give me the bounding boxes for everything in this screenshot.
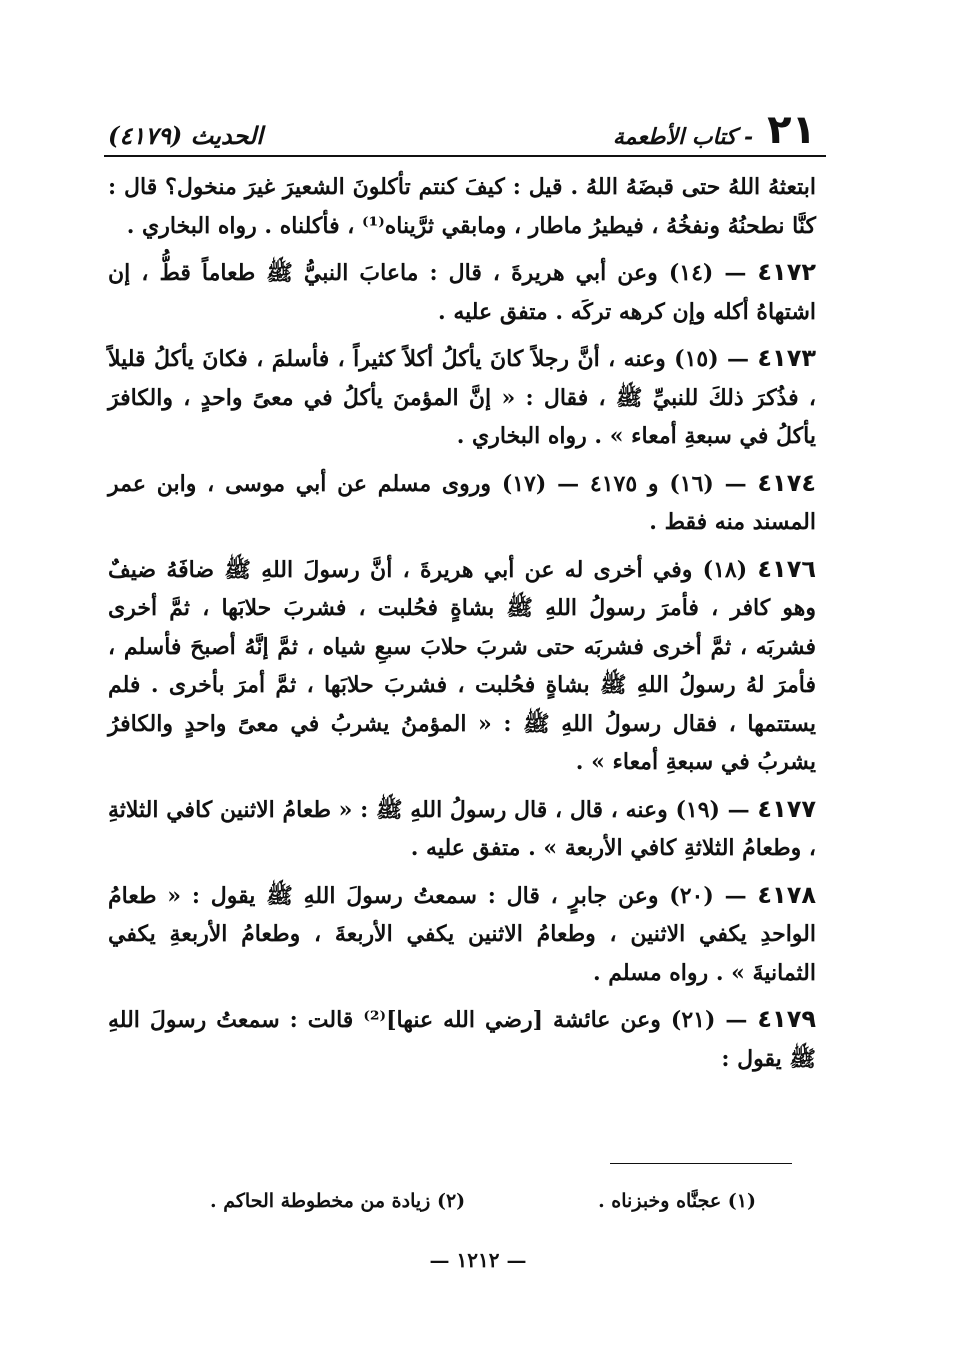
hadith-number: ٤١٧٩ [757,1005,816,1033]
hadith-paragraph [108,790,816,868]
main-text [108,168,816,1086]
hadith-paragraph [108,1000,816,1078]
hadith-paragraph [108,339,816,456]
header-rule [104,155,826,157]
hadith-number: ٤١٧٦ [757,554,816,583]
paragraph-text: — (٢٠) وعن جابرٍ ، قال : سمعتُ رسولَ اللهِ ﷺ يقول : « طعامُ الواحدِ يكفي الاثنين ، وطعامُ الاثنين يكفي الأربعةَ ، وطعامُ الأربعةِ يكفي الثمانيةَ » . رواه مسلم . [108,882,816,986]
paragraph-text: ابتعثهُ اللهُ حتى قبضَهُ اللهُ . قيل : كيفَ كنتم تأكلونَ الشعيرَ غيرَ منخول؟ قال : كنَّا نطحنُهُ ونفخُهُ ، فيطيرُ ماطار ، ومابقي ثرَّيناه⁽¹⁾ ، فأكلناه . رواه البخاري . [108,174,816,239]
hadith-number: ٤١٧٧ [757,794,817,823]
hadith-paragraph [108,550,816,782]
chapter-heading [612,107,816,153]
footnote-1: (١) عجنَّاه وخبزناه . [598,1190,756,1212]
hadith-number: ٤١٧٢ [757,258,816,286]
page-number: — ١٢١٢ — [429,1248,527,1272]
footnote-rule [610,1163,792,1164]
hadith-paragraph [108,253,816,331]
chapter-title: - كتاب الأطعمة [612,124,754,150]
paragraph-text: — (١٥) وعنه ، أنَّ رجلاً كانَ يأكلُ أكلاً كثيراً ، فأسلمَ ، فكانَ يأكلُ قليلاً ، فذُكرَ ذلكَ للنبيِّ ﷺ ، فقال : « إنَّ المؤمنَ يأكلُ في معىً واحدٍ ، والكافرَ يأكلُ في سبعةِ أمعاء » . رواه البخاري . [108,346,816,449]
paragraph-text: — (١٩) وعنه ، قال ، قال رسولُ اللهِ ﷺ : « طعامُ الاثنين كافي الثلاثةِ ، وطعامُ الثلاثةِ كافي الأربعة » . متفق عليه . [108,796,816,861]
paragraph-text: — (٢١) وعن عائشة [رضي الله عنها]⁽²⁾ قالت : سمعتُ رسولَ اللهِ ﷺ يقول : [108,1007,816,1072]
footnotes [210,1190,756,1212]
footnote-2: (٢) زيادة من مخطوطة الحاكم . [210,1190,466,1212]
hadith-number: ٤١٧٨ [757,880,816,909]
paragraph-continuation [108,168,816,245]
paragraph-text: (١٨) وفي أخرى له عن أبي هريرةَ ، أنَّ رسولَ اللهِ ﷺ ضافَهُ ضيفٌ وهو كافر ، فأمرَ رسولُ اللهِ ﷺ بشاةٍ فحُلبت ، فشربَ حلابَها ، ثمَّ أخرى فشربَه ، ثمَّ أخرى فشربَه حتى شربَ حلابَ سبعِ شياه ، ثمَّ إنَّهُ أصبحَ فأسلم ، فأمرَ لهُ رسولُ اللهِ ﷺ بشاةٍ فحُلبت ، فشربَ حلابَها ، ثمَّ أمرَ بأخرى . فلم يستتمها ، فقال رسولُ اللهِ ﷺ : « المؤمنُ يشربُ في معىً واحدٍ والكافرُ يشربُ في سبعةِ أمعاء » . [108,556,816,775]
paragraph-text: — (١٤) وعن أبي هريرةَ ، قال : ماعابَ النبيُّ ﷺ طعاماً قطُّ ، إن اشتهاهُ أكله وإن كرهه تركَه . متفق عليه . [108,260,816,325]
chapter-number: ٢١ [767,107,816,153]
running-header [108,100,816,153]
hadith-range: الحديث (٤١٧٩) [108,121,263,150]
hadith-paragraph [108,876,816,993]
hadith-paragraph [108,464,816,542]
hadith-number: ٤١٧٣ [757,344,816,372]
paragraph-text: — (١٦) و ٤١٧٥ — (١٧) وروى مسلم عن أبي موسى ، وابن عمر المسند منه فقط . [108,470,816,535]
hadith-number: ٤١٧٤ [757,468,816,497]
